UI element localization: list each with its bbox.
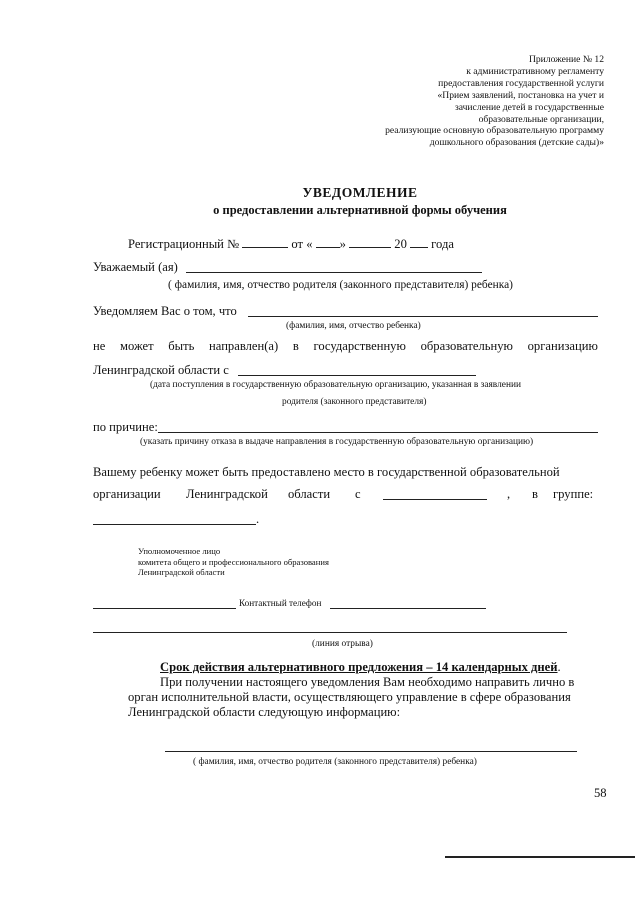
not-sent-word: в [292,339,299,353]
reason-field[interactable] [158,432,598,433]
registration-line [128,236,454,252]
authorized-block [138,546,329,578]
not-sent-line [93,339,598,354]
signature-field[interactable] [93,608,236,609]
validity-heading: Срок действия альтернативного предложения – 14 календарных дней [160,660,558,674]
appendix-line: дошкольного образования (детские сады)» [429,137,604,149]
registration-day-field[interactable] [316,236,340,248]
notify-hint: (фамилия, имя, отчество ребенка) [286,321,421,331]
validity-heading-wrap [160,660,561,675]
offer-date-field[interactable] [383,499,487,500]
appendix-header [385,54,604,149]
greeting-label: Уважаемый (ая) [93,260,178,274]
entry-date-hint-1: (дата поступления в государственную образовательную организацию, указанная в заявлении [150,380,521,390]
appendix-line: реализующие основную образовательную программу [385,125,604,137]
entry-date-hint-2: родителя (законного представителя) [282,397,427,407]
offer-word: Ленинградской [186,487,268,501]
validity-hint: ( фамилия, имя, отчество родителя (законного представителя) ребенка) [193,757,477,767]
appendix-line: образовательные организации, [478,113,604,125]
validity-para-line: При получении настоящего уведомления Вам необходимо направить лично в [160,675,575,689]
offer-line-1: Вашему ребенку может быть предоставлено место в государственной образовательной [93,465,560,479]
child-name-field[interactable] [248,316,598,317]
offer-word: с [355,487,361,501]
document-title: УВЕДОМЛЕНИЕ [302,185,418,200]
document-subtitle: о предоставлении альтернативной формы обучения [213,203,507,217]
validity-heading-end: . [557,660,561,674]
appendix-line: предоставления государственной услуги [438,77,604,89]
reason-label: по причине: [93,420,158,434]
not-sent-word: государственную [313,339,406,353]
group-field[interactable] [93,524,256,525]
not-sent-word: может [120,339,154,353]
not-sent-word: организацию [527,339,598,353]
offer-comma: , [507,487,511,501]
cut-line [93,632,567,633]
offer-in-label: в [532,487,538,501]
authorized-line: Ленинградской области [138,567,225,577]
validity-para-line: Ленинградской области следующую информацию: [128,705,401,719]
greeting-hint: ( фамилия, имя, отчество родителя (законного представителя) ребенка) [168,279,513,291]
appendix-line: «Прием заявлений, постановка на учет и [437,89,604,101]
registration-year-field[interactable] [410,236,428,248]
registration-number-field[interactable] [242,236,288,248]
appendix-line: зачисление детей в государственные [454,101,604,113]
registration-label: Регистрационный № [128,237,240,251]
cut-line-label: (линия отрыва) [312,639,373,649]
not-sent-word: направлен(а) [209,339,279,353]
offer-end: . [256,512,260,526]
parent-name-field[interactable] [165,751,577,752]
validity-para-line: орган исполнительной власти, осуществляющего управление в сфере образования [128,690,571,704]
authorized-line: Уполномоченное лицо [138,546,221,556]
scan-edge-line [445,856,635,858]
registration-quote-close: » [339,237,346,251]
registration-year-prefix: 20 [394,237,407,251]
page-number: 58 [594,786,607,800]
authorized-line: комитета общего и профессионального образования [138,556,329,567]
registration-month-field[interactable] [349,236,391,248]
phone-label: Контактный телефон [239,598,322,608]
appendix-line: к административному регламенту [466,65,604,77]
entry-date-field[interactable] [238,375,476,376]
region-label: Ленинградской области с [93,363,229,377]
offer-word: организации [93,487,161,501]
offer-group-label: группе: [553,487,594,501]
not-sent-word: образовательную [420,339,513,353]
reason-hint: (указать причину отказа в выдаче направления в государственную образовательную организацию) [140,437,534,447]
offer-word: области [288,487,331,501]
not-sent-word: быть [168,339,195,353]
greeting-name-field[interactable] [186,272,482,273]
registration-from: от « [291,237,313,251]
registration-year-suffix: года [431,237,454,251]
appendix-line: Приложение № 12 [528,54,604,65]
phone-field[interactable] [330,608,486,609]
not-sent-word: не [93,339,106,353]
notify-label: Уведомляем Вас о том, что [93,304,237,318]
